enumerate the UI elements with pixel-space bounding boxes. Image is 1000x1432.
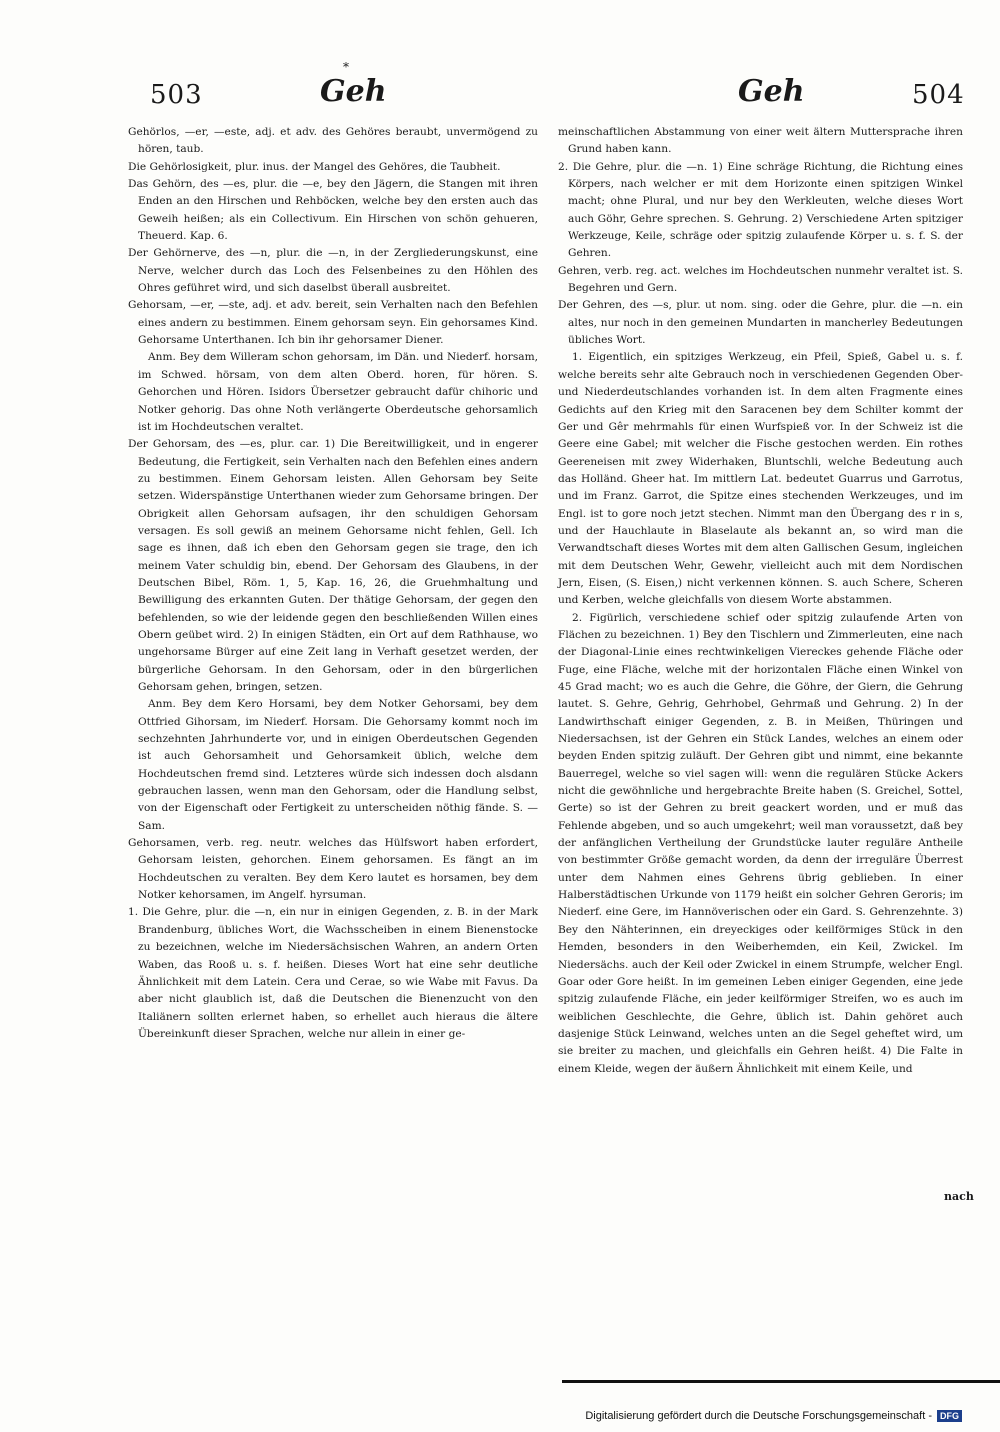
footer-text: Digitalisierung gefördert durch die Deutsche Forschungsgemeinschaft - (585, 1410, 932, 1422)
entry-gehoern: Das Gehörn, des —es, plur. die —e, bey den Jägern, die Stangen mit ihren Enden an den Hirschen und Rehböcken, welche bey den ersten auch das Geweih heißen; als ein Collectivum. Ein Hirschen von schön gehueren, Theuerd. Kap. 6. (128, 178, 538, 243)
note-gehorsam-adj: Anm. Bey dem Willeram schon gehorsam, im Dän. und Niederf. horsam, im Schwed. hörsam, von dem alten Oberd. horen, für hören. S. Gehorchen und Hören. Isidors Übersetzer gebraucht dafür chihoric und Notker gehorig. Das ohne Noth verlängerte Oberdeutsche gehorsamlich ist im Hochdeutschen veraltet. (138, 351, 538, 433)
sense-figuerlich: 2. Figürlich, verschiedene schief oder spitzig zulaufende Arten von Flächen zu bezeichnen. 1) Bey den Tischlern und Zimmerleuten, eine nach der Diagonal-Linie eines rechtwinkeligen Viereckes gehende Fläche oder Fuge, eine Fläche, welche mit der horizontalen Fläche einen Winkel von 45 Grad macht; wo es auch die Gehre, die Göhre, der Giern, die Gehrung lautet. S. Gehre, Gehrig, Gehrhobel, Gehrmaß und Gehrung. 2) In der Landwirthschaft einiger Gegenden, z. B. in Meißen, Thüringen und Niedersachsen, ist der Gehren ein Stück Landes, welches an einem oder beyden Enden spitzig zuläuft. Der Gehren gibt und nimmt, eine bekannte Bauerregel, welche so viel sagen will: wenn die regulären Stücke Ackers nicht die gewöhnliche und hergebrachte Breite haben (S. Greichel, Sottel, Gerte) so ist der Gehren zu breit geackert worden, und er muß das Fehlende abgeben, und so auch umgekehrt; weil man voraussetzt, daß bey der anfänglichen Vertheilung der Grundstücke lauter reguläre Antheile von bestimmter Größe gemacht worden, da denn der irreguläre Überrest unter dem Nahmen eines Gehrens übrig geblieben. In einer Halberstädtischen Urkunde von 1179 heißt ein solcher Gehren Geroris; im Niederf. eine Gere, im Hannöverischen oder ein Gard. S. Gehrenzehnte. 3) Bey den Nähterinnen, ein dreyeckiges oder keilförmiges Stück in den Hemden, besonders in den Weiberhemden, ein Keil, Zwickel. Im Niedersächs. auch der Keil oder Zwickel in einem Strumpfe, welcher Engl. Goar oder Gore heißt. In im gemeinen Leben einiger Gegenden, eine jede spitzig zulaufende Fläche, ein jeder keilförmiger Streifen, wo es auch im weiblichen Geschlechte, die Gehre, üblich ist. Dahin gehöret auch dasjenige Stück Leinwand, welches unten an die Segel geheftet wird, um sie breiter zu machen, und gleichfalls ein Gehren heißt. 4) Die Falte in einem Kleide, wegen der äußern Ähnlichkeit mit einem Keile, und (558, 611, 963, 1075)
entry-gehoerlosigkeit: Die Gehörlosigkeit, plur. inus. der Mangel des Gehöres, die Taubheit. (128, 160, 501, 173)
running-head-right: Geh (738, 74, 805, 109)
entry-continuation: meinschaftlichen Abstammung von einer weit ältern Muttersprache ihren Grund haben kann. (558, 126, 963, 156)
running-head-left: Geh (320, 74, 387, 109)
bottom-rule (562, 1380, 1000, 1383)
dfg-logo: DFG (937, 1410, 962, 1422)
entry-gehren-noun: Der Gehren, des —s, plur. ut nom. sing. oder die Gehre, plur. die —n. ein altes, nur noch in den gemeinen Mundarten in mancherley Bedeutungen übliches Wort. (558, 299, 963, 347)
entry-gehoerlos: Gehörlos, —er, —este, adj. et adv. des Gehöres beraubt, unvermögend zu hören, taub. (128, 126, 538, 156)
stray-mark: * (343, 60, 349, 74)
catchword: nach (944, 1190, 974, 1203)
entry-gehren-verb: Gehren, verb. reg. act. welches im Hochdeutschen nunmehr veraltet ist. S. Begehren und Gern. (558, 264, 963, 295)
note-gehorsam-noun: Anm. Bey dem Kero Horsami, bey dem Notker Gehorsami, bey dem Ottfried Gihorsam, im Niederf. Horsam. Die Gehorsamy kommt noch im sechzehnten Jahrhunderte vor, und in einigen Oberdeutschen Gegenden ist auch Gehorsamheit und Gehorsamkeit üblich, welche dem Hochdeutschen fremd sind. Letzteres würde sich indessen doch alsdann gebrauchen lassen, wenn man den Gehorsam, oder die Handlung selbst, von der Eigenschaft oder Fertigkeit zu unterscheiden nöthig fände. S. — Sam. (138, 698, 538, 832)
digitization-footer (585, 1410, 962, 1422)
page-number-left: 503 (150, 80, 203, 110)
entry-gehre-1: 1. Die Gehre, plur. die —n, ein nur in einigen Gegenden, z. B. in der Mark Brandenburg, übliches Wort, die Wachsscheiben in einem Bienenstocke zu bezeichnen, welche im Niedersächsischen Wahren, an andern Orten Waben, das Rooß u. s. f. heißen. Dieses Wort hat eine sehr deutliche Ähnlichkeit mit dem Latein. Cera und Cerae, so wie Wabe mit Favus. Da aber nicht glaublich ist, daß die Deutschen die Bienenzucht von den Italiänern sollten erlernet haben, so erhellet auch hieraus die ältere Übereinkunft dieser Sprachen, welche nur allein in einer ge- (128, 906, 538, 1040)
right-column (558, 124, 963, 1078)
entry-gehorsam-noun: Der Gehorsam, des —es, plur. car. 1) Die Bereitwilligkeit, und in engerer Bedeutung, die Fertigkeit, sein Verhalten nach den Befehlen eines andern zu bestimmen. Einem Gehorsam leisten. Allen Gehorsam bey Seite setzen. Widerspänstige Unterthanen wieder zum Gehorsame bringen. Der Obrigkeit allen Gehorsam aufsagen, ihr den schuldigen Gehorsam versagen. Es soll gewiß an meinem Gehorsame nicht fehlen, Gell. Ich sage es ihnen, daß ich eben den Gehorsam gegen sie trage, den ich meinem Vater schuldig bin, ebend. Der Gehorsam des Glaubens, in der Deutschen Bibel, Röm. 1, 5, Kap. 16, 26, die Gruehmhaltung und Bewilligung des erkannten Guten. Der thätige Gehorsam, der gegen den befehlenden, so wie der leidende gegen den beschließenden Willen eines Obern geübet wird. 2) In einigen Städten, ein Ort auf dem Rathhause, wo ungehorsame Bürger auf eine Zeit lang in Verhaft gesetzet werden, der bürgerliche Gehorsam. In den Gehorsam, oder in den bürgerlichen Gehorsam gehen, bringen, setzen. (128, 438, 538, 693)
entry-gehorsamen: Gehorsamen, verb. reg. neutr. welches das Hülfswort haben erfordert, Gehorsam leisten, gehorchen. Einem gehorsamen. Es fängt an im Hochdeutschen zu veralten. Bey dem Kero lautet es horsamen, bey dem Notker kehorsamen, im Angelf. hyrsuman. (128, 837, 538, 902)
left-column (128, 124, 538, 1043)
entry-gehre-2: 2. Die Gehre, plur. die —n. 1) Eine schräge Richtung, die Richtung eines Körpers, nach welcher er mit dem Horizonte einen spitzigen Winkel macht; ohne Plural, und nur bey den Werkleuten, welche dieses Wort auch Göhr, Gehre sprechen. S. Gehrung. 2) Verschiedene Arten spitziger Werkzeuge, Keile, schräge oder spitzig zulaufende Körper u. s. f. S. der Gehren. (558, 160, 963, 260)
sense-eigentlich: 1. Eigentlich, ein spitziges Werkzeug, ein Pfeil, Spieß, Gabel u. s. f. welche bereits sehr alte Gebrauch noch in verschiedenen Gegenden Ober- und Niederdeutschlandes vorhanden ist. In dem alten Fragmente eines Gedichts auf den Krieg mit den Saracenen bey dem Schilter kommt der Ger und Gêr mehrmahls für einen Wurfspieß vor. In der Schweiz ist die Geere eine Gabel; mit welcher die Fische gestochen werden. Ein rothes Geereneisen mit zwey Widerhaken, Bluntschli, welche Bedeutung auch das Holländ. Gheer hat. Im mittlern Lat. bedeutet Guarrus und Garrotus, und im Franz. Garrot, die Spitze eines stechenden Werkzeuges, und im Engl. ist to gore noch jetzt stechen. Nimmt man den Übergang des r in s, und der Hauchlaute in Blaselaute als bekannt an, so wird man die Verwandtschaft dieses Wortes mit dem alten Gallischen Gesum, ingleichen mit dem Deutschen Wehr, Gewehr, vielleicht auch mit dem Nordischen Jern, Eisen, (S. Eisen,) nicht verkennen können. S. auch Schere, Scheren und Kerben, welche gleichfalls von diesem Worte abstammen. (558, 351, 963, 607)
page-number-right: 504 (912, 80, 965, 110)
entry-gehorsam-adj: Gehorsam, —er, —ste, adj. et adv. bereit, sein Verhalten nach den Befehlen eines andern zu bestimmen. Einem gehorsam seyn. Ein gehorsames Kind. Gehorsame Unterthanen. Ich bin ihr gehorsamer Diener. (128, 299, 538, 347)
entry-gehoernerve: Der Gehörnerve, des —n, plur. die —n, in der Zergliederungskunst, eine Nerve, welcher durch das Loch des Felsenbeines zu den Höhlen des Ohres geführet wird, und sich daselbst überall ausbreitet. (128, 247, 538, 295)
